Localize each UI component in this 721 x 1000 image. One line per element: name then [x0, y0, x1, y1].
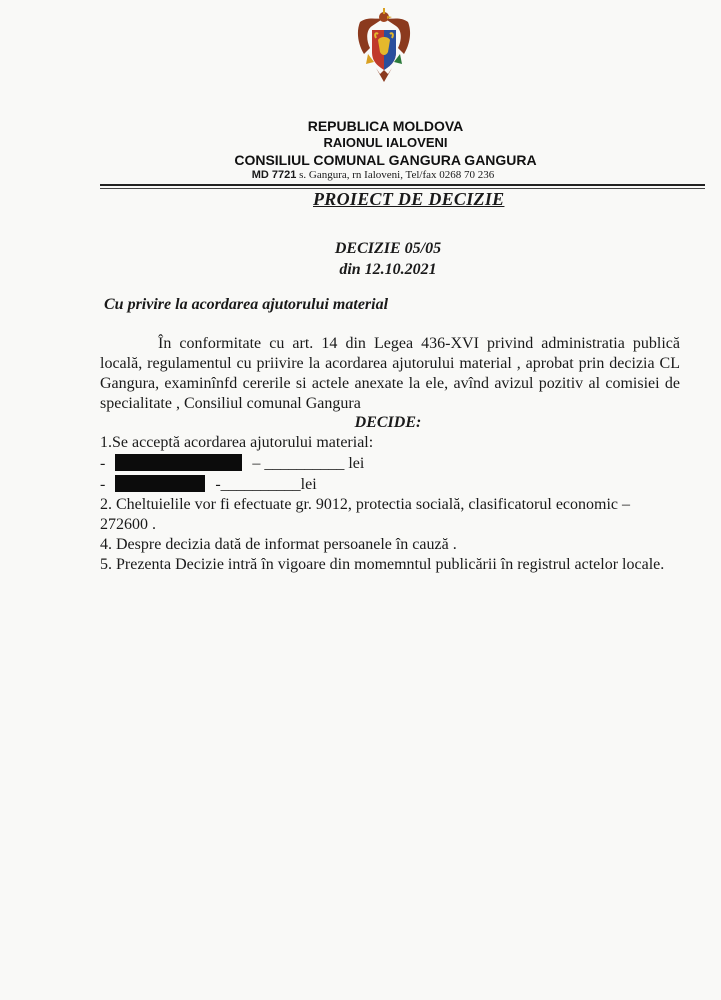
header-divider-thick — [100, 184, 705, 186]
decide-heading: DECIDE: — [354, 414, 422, 431]
item-4: 4. Despre decizia dată de informat persoanele în cauză . — [100, 536, 457, 553]
header-council: CONSILIUL COMUNAL GANGURA GANGURA — [234, 152, 537, 168]
beneficiary-row-2 — [100, 475, 317, 494]
coat-of-arms-emblem — [350, 8, 418, 100]
beneficiary-row-1 — [100, 454, 364, 473]
postal-code: MD 7721 — [251, 169, 297, 181]
item-1: 1.Se acceptă acordarea ajutorului material: — [100, 434, 374, 451]
preamble-paragraph: În conformitate cu art. 14 din Legea 436-XVI privind administratia publică locală, regulamentul cu priivire la acordarea ajutorului material , aprobat prin decizia CL Gangura, examinînfd cererile si actele anexate la ele, avînd avizul pozitiv al comisiei de specialitate , Consiliul comunal Gangura — [100, 335, 680, 412]
row-dash: - — [100, 476, 106, 493]
header-district: RAIONUL IALOVENI — [323, 135, 448, 150]
row-dash: - — [100, 455, 106, 472]
contact-details: s. Gangura, rn Ialoveni, Tel/fax 0268 70 236 — [296, 169, 495, 181]
decision-subject: Cu privire la acordarea ajutorului material — [104, 296, 389, 313]
redacted-name-block — [115, 475, 205, 492]
header-country: REPUBLICA MOLDOVA — [307, 118, 464, 134]
document-title: PROIECT DE DECIZIE — [313, 189, 505, 209]
amount-blank: -__________lei — [215, 476, 317, 493]
decision-number: DECIZIE 05/05 — [334, 240, 442, 257]
item-5: 5. Prezenta Decizie intră în vigoare din momemntul publicării în registrul actelor locale. — [100, 556, 665, 573]
amount-blank: – __________ lei — [252, 455, 365, 472]
redacted-name-block — [115, 454, 242, 471]
item-2: 2. Cheltuielile vor fi efectuate gr. 9012, protectia socială, clasificatorul economic – 272600 . — [100, 496, 631, 533]
header-contacts — [0, 169, 721, 181]
decision-date: din 12.10.2021 — [339, 261, 437, 278]
